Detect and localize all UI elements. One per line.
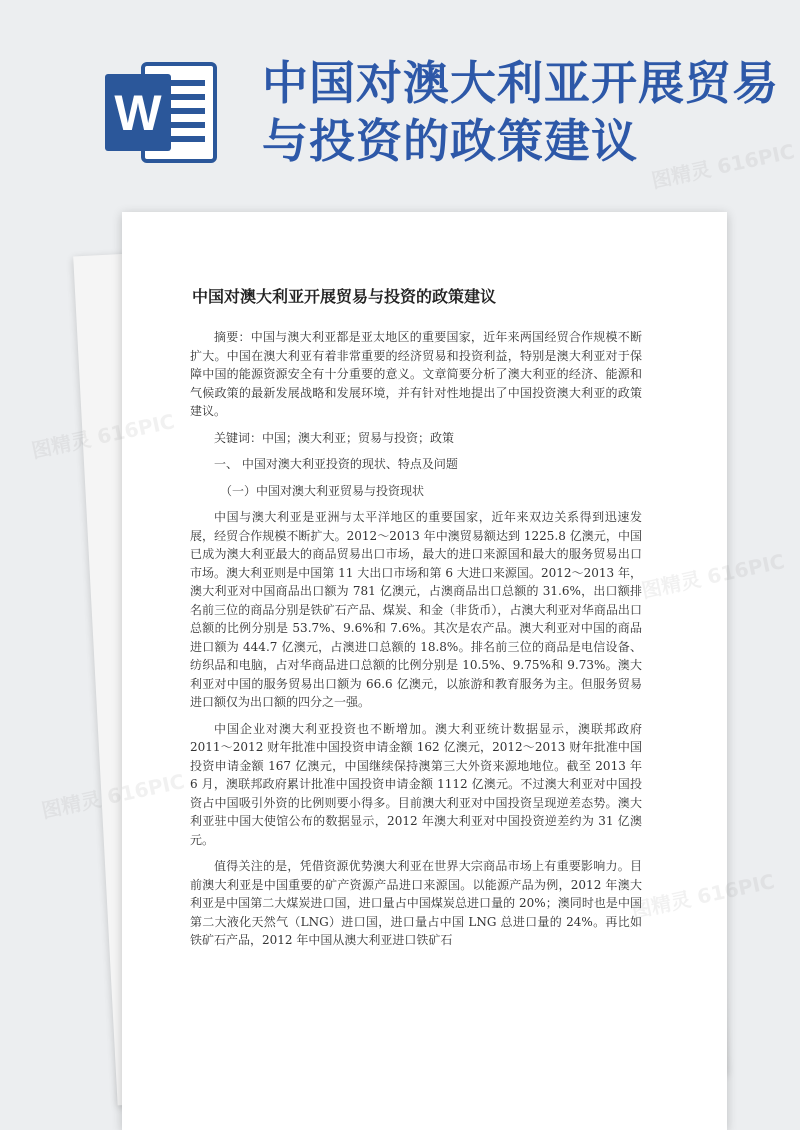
keywords-paragraph: 关键词：中国；澳大利亚；贸易与投资；政策 (214, 430, 455, 445)
subsection-heading: （一）中国对澳大利亚贸易与投资现状 (220, 483, 425, 498)
banner (0, 0, 800, 200)
body-paragraph: 中国与澳大利亚是亚洲与太平洋地区的重要国家，近年来双边关系得到迅速发展，经贸合作规模不断扩大。2012～2013 年中澳贸易额达到 1225.8 亿澳元，中国已成为澳大利亚最大的商品贸易出口市场，最大的进口来源国和最大的服务贸易出口市场。澳大利亚则是中国第 11 大出口市场和第 6 大进口来源国。2012～2013 年，澳大利亚对中国商品出口额为 781 亿澳元，占澳商品出口总额的 31.6%，出口额排名前三位的商品分别是铁矿石产品、煤炭、和金（非货币），占澳大利亚对华商品出口总额的比例分别是 53.7%、9.6%和 7.6%。其次是农产品。澳大利亚对中国的商品进口额为 444.7 亿澳元，占澳进口总额的 18.8%。排名前三位的商品是电信设备、纺织品和电脑，占对华商品进口总额的比例分别是 10.5%、9.75%和 9.73%。澳大利亚对中国的服务贸易出口额为 66.6 亿澳元，以旅游和教育服务为主。但服务贸易进口额仅为出口额的四分之一强。 (190, 510, 642, 709)
watermark: 图精灵 (29, 426, 94, 463)
section-heading: 一、 中国对澳大利亚投资的现状、特点及问题 (214, 457, 458, 471)
body-paragraph: 值得关注的是，凭借资源优势澳大利亚在世界大宗商品市场上有重要影响力。目前澳大利亚是中国重要的矿产资源产品进口来源国。以能源产品为例，2012 年澳大利亚是中国第二大煤炭进口国，进口量占中国煤炭总进口量的 20%；澳同时也是中国第二大液化天然气（LNG）进口国，进口量占中国 LNG 总进口量的 24%。再比如铁矿石产品，2012 年中国从澳大利亚进口铁矿石 (190, 859, 642, 947)
watermark: 616PIC (694, 869, 777, 909)
document-body (190, 328, 642, 958)
watermark: 616PIC (704, 549, 787, 589)
watermark: 图精灵 616PIC (649, 139, 797, 193)
abstract-paragraph: 摘要：中国与澳大利亚都是亚太地区的重要国家，近年来两国经贸合作规模不断扩大。中国在澳大利亚有着非常重要的经济贸易和投资利益，特别是澳大利亚对于保障中国的能源资源安全有十分重要的意义。文章简要分析了澳大利亚的经济、能源和气候政策的最新发展战略和发展环境，并有针对性地提出了中国投资澳大利亚的政策建议。 (190, 330, 642, 418)
document-title: 中国对澳大利亚开展贸易与投资的政策建议 (192, 287, 497, 306)
word-document-icon (105, 60, 220, 165)
watermark: 图精灵 (39, 786, 104, 823)
banner-title: 中国对澳大利亚开展贸易与投资的政策建议 (262, 56, 779, 168)
word-icon-letter: W (114, 85, 162, 141)
document-page (122, 212, 727, 1130)
body-paragraph: 中国企业对澳大利亚投资也不断增加。澳大利亚统计数据显示，澳联邦政府 2011～2012 财年批准中国投资申请金额 162 亿澳元，2012～2013 财年批准中国投资申请金额 167 亿澳元，中国继续保持澳第三大外资来源地地位。截至 2013 年 6 月，澳联邦政府累计批准中国投资申请金额 1112 亿澳元。不过澳大利亚对中国投资占中国吸引外资的比例则要小得多。目前澳大利亚对中国投资呈现逆差态势。澳大利亚驻中国大使馆公布的数据显示，2012 年澳大利亚对中国投资逆差约为 31 亿澳元。 (190, 721, 642, 847)
